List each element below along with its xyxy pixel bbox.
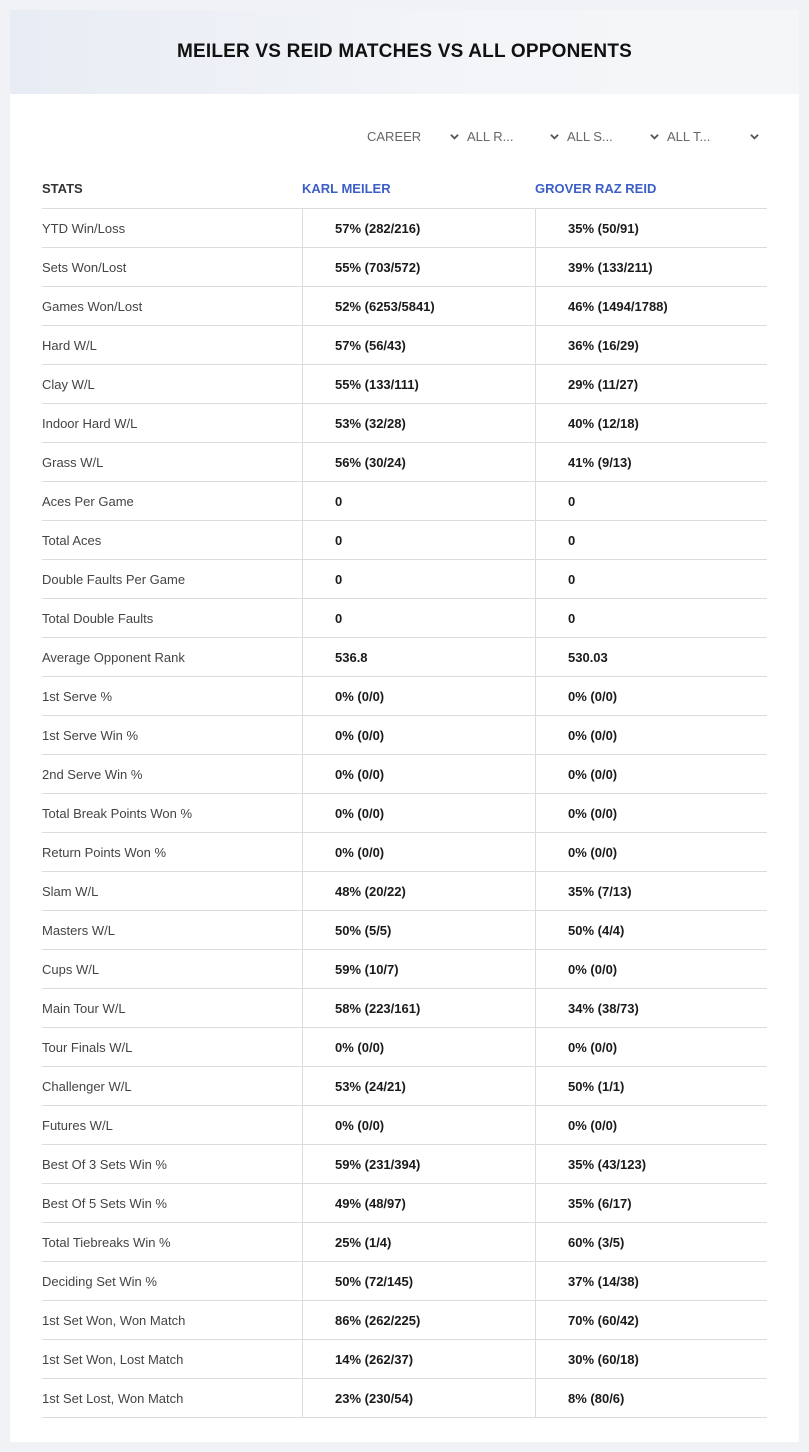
player-2-value: 34% (38/73) (535, 989, 767, 1027)
player-1-value: 0 (302, 560, 535, 598)
player-1-value: 57% (56/43) (302, 326, 535, 364)
filter-period-select[interactable] (367, 126, 467, 146)
player-2-value: 35% (43/123) (535, 1145, 767, 1183)
filter-surface-select[interactable] (567, 126, 667, 146)
stats-table (42, 168, 767, 1418)
player-2-value: 0 (535, 560, 767, 598)
stat-label: Return Points Won % (42, 844, 167, 860)
table-row (42, 1223, 767, 1262)
player-2-value: 0% (0/0) (535, 1028, 767, 1066)
player-1-value: 55% (133/111) (302, 365, 535, 403)
player-1-value: 23% (230/54) (302, 1379, 535, 1417)
table-row (42, 599, 767, 638)
player-2-value: 0 (535, 521, 767, 559)
stat-label: 1st Serve % (42, 688, 113, 704)
stat-label: Aces Per Game (42, 493, 134, 509)
stat-label: Grass W/L (42, 454, 104, 470)
table-row (42, 677, 767, 716)
table-row (42, 209, 767, 248)
player-1-value: 56% (30/24) (302, 443, 535, 481)
player-2-value: 39% (133/211) (535, 248, 767, 286)
filter-bar (367, 126, 767, 146)
table-row (42, 1028, 767, 1067)
player-2-value: 40% (12/18) (535, 404, 767, 442)
stat-label: Tour Finals W/L (42, 1039, 133, 1055)
table-row (42, 911, 767, 950)
table-row (42, 326, 767, 365)
column-header-player-1[interactable]: KARL MEILER (302, 180, 391, 196)
column-header-stats: STATS (42, 180, 83, 196)
player-1-value: 86% (262/225) (302, 1301, 535, 1339)
player-1-value: 0% (0/0) (302, 1106, 535, 1144)
stat-label: Challenger W/L (42, 1078, 132, 1094)
player-2-value: 35% (7/13) (535, 872, 767, 910)
chevron-down-icon (650, 132, 659, 141)
player-1-value: 49% (48/97) (302, 1184, 535, 1222)
table-row (42, 1340, 767, 1379)
player-2-value: 0 (535, 599, 767, 637)
stat-label: 1st Set Lost, Won Match (42, 1390, 184, 1406)
player-2-value: 0% (0/0) (535, 794, 767, 832)
player-1-value: 0 (302, 521, 535, 559)
stat-label: 1st Serve Win % (42, 727, 139, 743)
chevron-down-icon (750, 132, 759, 141)
chevron-down-icon (550, 132, 559, 141)
stat-label: Main Tour W/L (42, 1000, 126, 1016)
table-row (42, 1379, 767, 1418)
player-1-value: 52% (6253/5841) (302, 287, 535, 325)
stat-label: Total Double Faults (42, 610, 154, 626)
player-1-value: 0% (0/0) (302, 794, 535, 832)
player-2-value: 30% (60/18) (535, 1340, 767, 1378)
player-2-value: 0% (0/0) (535, 950, 767, 988)
player-2-value: 0% (0/0) (535, 716, 767, 754)
player-2-value: 50% (1/1) (535, 1067, 767, 1105)
table-header (42, 168, 767, 209)
player-2-value: 35% (50/91) (535, 209, 767, 247)
stat-label: Total Tiebreaks Win % (42, 1234, 171, 1250)
table-row (42, 1067, 767, 1106)
filter-label: ALL T... (667, 128, 711, 144)
table-row (42, 1145, 767, 1184)
player-2-value: 50% (4/4) (535, 911, 767, 949)
table-row (42, 521, 767, 560)
player-1-value: 59% (10/7) (302, 950, 535, 988)
table-row (42, 1301, 767, 1340)
player-1-value: 536.8 (302, 638, 535, 676)
column-header-player-2[interactable]: GROVER RAZ REID (535, 180, 657, 196)
table-body (42, 209, 767, 1418)
table-row (42, 1262, 767, 1301)
stat-label: 1st Set Won, Lost Match (42, 1351, 184, 1367)
table-row (42, 716, 767, 755)
player-2-value: 37% (14/38) (535, 1262, 767, 1300)
table-row (42, 482, 767, 521)
player-2-value: 46% (1494/1788) (535, 287, 767, 325)
player-2-value: 70% (60/42) (535, 1301, 767, 1339)
table-row (42, 443, 767, 482)
table-row (42, 287, 767, 326)
player-1-value: 0% (0/0) (302, 755, 535, 793)
chevron-down-icon (450, 132, 459, 141)
player-2-value: 8% (80/6) (535, 1379, 767, 1417)
stat-label: Total Break Points Won % (42, 805, 193, 821)
stat-label: Masters W/L (42, 922, 115, 938)
stat-label: Futures W/L (42, 1117, 113, 1133)
stat-label: Sets Won/Lost (42, 259, 127, 275)
player-2-value: 0% (0/0) (535, 677, 767, 715)
table-row (42, 950, 767, 989)
player-2-value: 29% (11/27) (535, 365, 767, 403)
player-1-value: 55% (703/572) (302, 248, 535, 286)
stat-label: 2nd Serve Win % (42, 766, 143, 782)
filter-label: ALL R... (467, 128, 514, 144)
table-row (42, 248, 767, 287)
stat-label: Hard W/L (42, 337, 97, 353)
player-1-value: 0% (0/0) (302, 716, 535, 754)
stat-label: YTD Win/Loss (42, 220, 126, 236)
stat-label: Clay W/L (42, 376, 95, 392)
player-1-value: 48% (20/22) (302, 872, 535, 910)
filter-label: ALL S... (567, 128, 613, 144)
player-1-value: 14% (262/37) (302, 1340, 535, 1378)
player-1-value: 57% (282/216) (302, 209, 535, 247)
stat-label: Average Opponent Rank (42, 649, 185, 665)
table-row (42, 989, 767, 1028)
table-row (42, 638, 767, 677)
stat-label: Cups W/L (42, 961, 100, 977)
stat-label: Double Faults Per Game (42, 571, 186, 587)
player-2-value: 0% (0/0) (535, 755, 767, 793)
player-1-value: 53% (24/21) (302, 1067, 535, 1105)
player-1-value: 0% (0/0) (302, 833, 535, 871)
player-1-value: 0% (0/0) (302, 1028, 535, 1066)
stat-label: Indoor Hard W/L (42, 415, 138, 431)
player-1-value: 50% (72/145) (302, 1262, 535, 1300)
table-row (42, 1106, 767, 1145)
player-2-value: 530.03 (535, 638, 767, 676)
table-row (42, 833, 767, 872)
filter-tournament-select[interactable] (667, 126, 767, 146)
player-2-value: 0% (0/0) (535, 833, 767, 871)
table-row (42, 404, 767, 443)
player-2-value: 0 (535, 482, 767, 520)
stats-card (10, 10, 799, 1442)
player-2-value: 41% (9/13) (535, 443, 767, 481)
player-1-value: 0% (0/0) (302, 677, 535, 715)
stat-label: 1st Set Won, Won Match (42, 1312, 186, 1328)
page-title: MEILER VS REID MATCHES VS ALL OPPONENTS (176, 41, 633, 62)
player-2-value: 36% (16/29) (535, 326, 767, 364)
stat-label: Slam W/L (42, 883, 99, 899)
filter-label: CAREER (367, 128, 422, 144)
table-row (42, 560, 767, 599)
table-row (42, 794, 767, 833)
stat-label: Best Of 5 Sets Win % (42, 1195, 167, 1211)
stat-label: Best Of 3 Sets Win % (42, 1156, 167, 1172)
player-1-value: 58% (223/161) (302, 989, 535, 1027)
stat-label: Games Won/Lost (42, 298, 143, 314)
player-1-value: 50% (5/5) (302, 911, 535, 949)
player-1-value: 25% (1/4) (302, 1223, 535, 1261)
stat-label: Total Aces (42, 532, 102, 548)
table-row (42, 755, 767, 794)
player-1-value: 0 (302, 599, 535, 637)
player-1-value: 59% (231/394) (302, 1145, 535, 1183)
table-row (42, 1184, 767, 1223)
player-2-value: 35% (6/17) (535, 1184, 767, 1222)
filter-round-select[interactable] (467, 126, 567, 146)
table-row (42, 365, 767, 404)
stat-label: Deciding Set Win % (42, 1273, 157, 1289)
player-2-value: 60% (3/5) (535, 1223, 767, 1261)
table-row (42, 872, 767, 911)
page-header (10, 10, 799, 94)
player-1-value: 0 (302, 482, 535, 520)
player-1-value: 53% (32/28) (302, 404, 535, 442)
player-2-value: 0% (0/0) (535, 1106, 767, 1144)
